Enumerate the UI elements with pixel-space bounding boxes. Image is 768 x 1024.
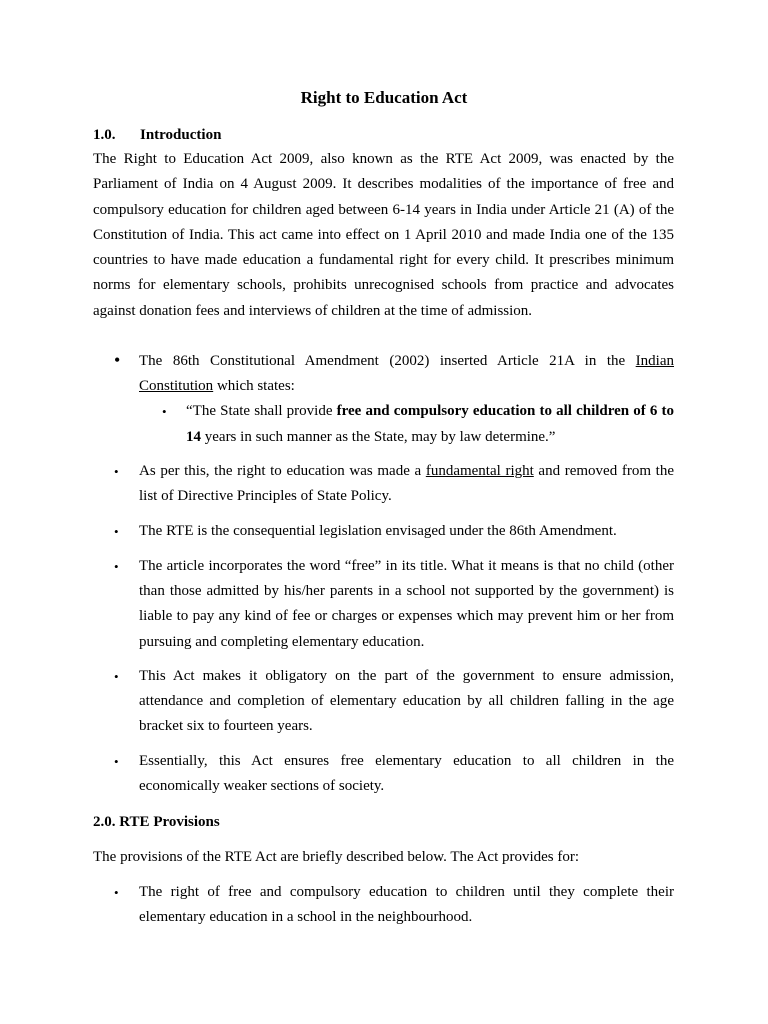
bullet-icon: • xyxy=(114,885,119,900)
list-item xyxy=(0,519,768,544)
bullet-icon: • xyxy=(114,669,119,684)
bullet-list-4 xyxy=(0,554,768,655)
introduction-paragraph: The Right to Education Act 2009, also known as the RTE Act 2009, was enacted by the Parliament of India on 4 August 2009. It describes modalities of the importance of free and compulsory education for children aged between 6-14 years in India under Article 21 (A) of the Constitution of India. This act came into effect on 1 April 2010 and made India one of the 135 countries to have made education a fundamental right for every child. It prescribes minimum norms for elementary schools, prohibits unrecognised schools from practice and advocates against donation fees and interviews of children at the time of admission. xyxy=(93,151,674,319)
fundamental-right-link[interactable]: fundamental right xyxy=(425,463,534,479)
section-heading-rte-provisions: 2.0. RTE Provisions xyxy=(93,814,220,830)
provisions-lead-text: The provisions of the RTE Act are briefly described below. The Act provides for: xyxy=(93,849,580,865)
list-item xyxy=(0,459,768,509)
list-item-text: which states: xyxy=(213,378,295,395)
list-item-text: As per this, the right to education was made a xyxy=(139,463,426,479)
section-number: 1.0. xyxy=(93,127,116,143)
bullet-list-5 xyxy=(0,664,768,740)
indian-constitution-link[interactable]: Indian Constitution xyxy=(139,353,674,395)
list-item xyxy=(0,664,768,740)
document-title: Right to Education Act xyxy=(300,88,468,107)
bullet-icon: • xyxy=(162,404,167,420)
quote-bold-text: free and compulsory education to all children of 6 to 14 xyxy=(186,403,674,445)
list-item-text: This Act makes it obligatory on the part of the government to ensure admission, attendance and completion of elementary education by all children falling in the age bracket six to fourteen years. xyxy=(139,668,674,735)
section-title: Introduction xyxy=(140,127,222,143)
quote-text: “The State shall provide xyxy=(186,403,337,420)
bullet-icon: • xyxy=(114,464,119,479)
bullet-icon: • xyxy=(114,754,119,769)
bullet-list-2 xyxy=(0,459,768,509)
section-heading-introduction xyxy=(93,125,221,145)
bullet-list-provisions xyxy=(0,880,768,930)
quote-text: years in such manner as the State, may by law determine.” xyxy=(201,428,556,445)
bullet-icon: • xyxy=(114,350,121,370)
list-item-text: and removed from the list of Directive Principles of State Policy. xyxy=(139,463,674,505)
list-item xyxy=(0,749,768,799)
list-item-text: The right of free and compulsory education to children until they complete their elementary education in a school in the neighbourhood. xyxy=(139,884,674,926)
list-item-text: The RTE is the consequential legislation envisaged under the 86th Amendment. xyxy=(139,523,617,539)
bullet-list-3 xyxy=(0,519,768,544)
list-item xyxy=(0,554,768,655)
bullet-icon: • xyxy=(114,559,119,574)
list-item xyxy=(0,880,768,930)
list-item-text: Essentially, this Act ensures free elementary education to all children in the economically weaker sections of society. xyxy=(139,753,674,795)
list-item-text: The 86th Constitutional Amendment (2002) inserted Article 21A in the xyxy=(139,353,636,369)
bullet-list-6 xyxy=(0,749,768,799)
list-item-nested xyxy=(0,399,768,449)
bullet-icon: • xyxy=(114,524,119,539)
list-item-text: The article incorporates the word “free” in its title. What it means is that no child (other than those admitted by his/her parents in a school not supported by the government) is liable to pay any kind of fee or charges or expenses which may prevent him or her from pursuing and completing elementary education. xyxy=(139,558,674,650)
list-item xyxy=(0,349,768,399)
bullet-list-1 xyxy=(0,349,768,450)
